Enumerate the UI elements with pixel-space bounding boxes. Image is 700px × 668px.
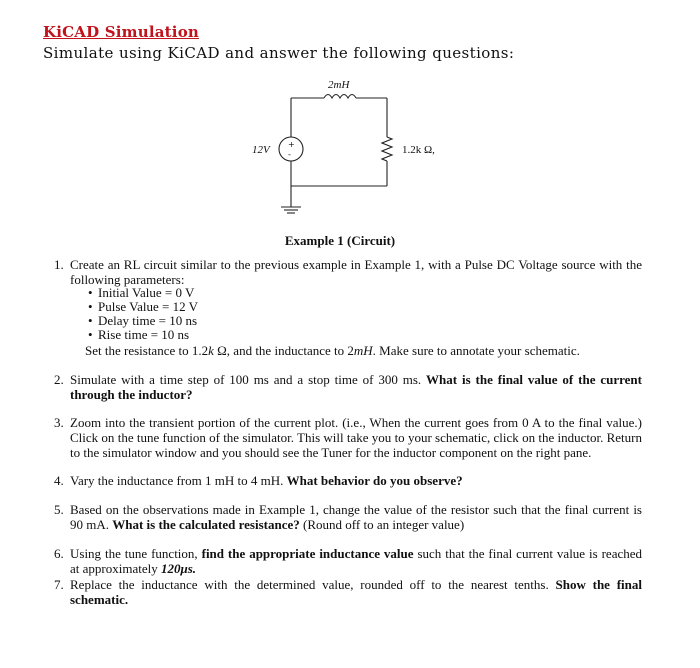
parameter-pulse-value: Pulse Value = 12 V <box>98 299 199 314</box>
question-number: 3. <box>54 415 64 430</box>
inductor-label: 2mH <box>328 79 350 91</box>
list-item: • Initial Value = 0 V <box>88 285 195 300</box>
question-5 <box>54 502 642 532</box>
source-label: 12V <box>252 144 270 156</box>
resistor-symbol <box>382 137 392 161</box>
question-text: Zoom into the transient portion of the current plot. (i.e., When the current goes from 0 A to the final value.) Click on the tune function of the simulator. This will take you to your schematic, click on the inductor. Return to the simulator window and you should see the Tuner for the inductor component on the right pane. <box>70 415 642 460</box>
figure-caption: Example 1 (Circuit) <box>284 233 396 248</box>
document-subtitle: Simulate using KiCAD and answer the following questions: <box>43 44 515 62</box>
question-number: 1. <box>54 257 64 272</box>
list-item: • Pulse Value = 12 V <box>88 299 199 314</box>
question-number: 6. <box>54 546 64 561</box>
question-4 <box>54 473 642 488</box>
question-text: Create an RL circuit similar to the previous example in Example 1, with a Pulse DC Voltage source with the following parameters: <box>70 257 642 287</box>
question-text: Replace the inductance with the determined value, rounded off to the nearest tenths. Show the final schematic. <box>70 577 642 607</box>
question-number: 5. <box>54 502 64 517</box>
list-item: • Rise time = 10 ns <box>88 327 190 342</box>
question-number: 7. <box>54 577 64 592</box>
question-text: Vary the inductance from 1 mH to 4 mH. What behavior do you observe? <box>70 473 463 488</box>
question-2 <box>54 372 642 402</box>
parameter-initial-value: Initial Value = 0 V <box>98 285 195 300</box>
question-1 <box>54 257 642 287</box>
question-number: 4. <box>54 473 64 488</box>
list-item: • Delay time = 10 ns <box>88 313 198 328</box>
parameter-delay-time: Delay time = 10 ns <box>98 313 198 328</box>
svg-text:-: - <box>288 150 291 159</box>
rl-circuit-diagram <box>0 0 700 232</box>
question-text: Based on the observations made in Example 1, change the value of the resistor such that the final current is 90 mA. What is the calculated resistance? (Round off to an integer value) <box>70 502 642 532</box>
question-text: Simulate with a time step of 100 ms and a stop time of 300 ms. What is the final value of the current through the inductor? <box>70 372 642 402</box>
question-6 <box>54 546 642 576</box>
resistor-label: 1.2k Ω, <box>402 144 435 156</box>
svg-text:+: + <box>288 140 295 149</box>
parameter-rise-time: Rise time = 10 ns <box>98 327 190 342</box>
question-text: Using the tune function, find the appropriate inductance value such that the final current value is reached at approximately 120μs. <box>70 546 642 576</box>
question-1-closing: Set the resistance to 1.2k Ω, and the inductance to 2mH. Make sure to annotate your schematic. <box>85 343 580 358</box>
question-3 <box>54 415 642 460</box>
document-title: KiCAD Simulation <box>43 23 200 41</box>
inductor-symbol <box>324 95 356 99</box>
question-7 <box>54 577 642 607</box>
question-number: 2. <box>54 372 64 387</box>
